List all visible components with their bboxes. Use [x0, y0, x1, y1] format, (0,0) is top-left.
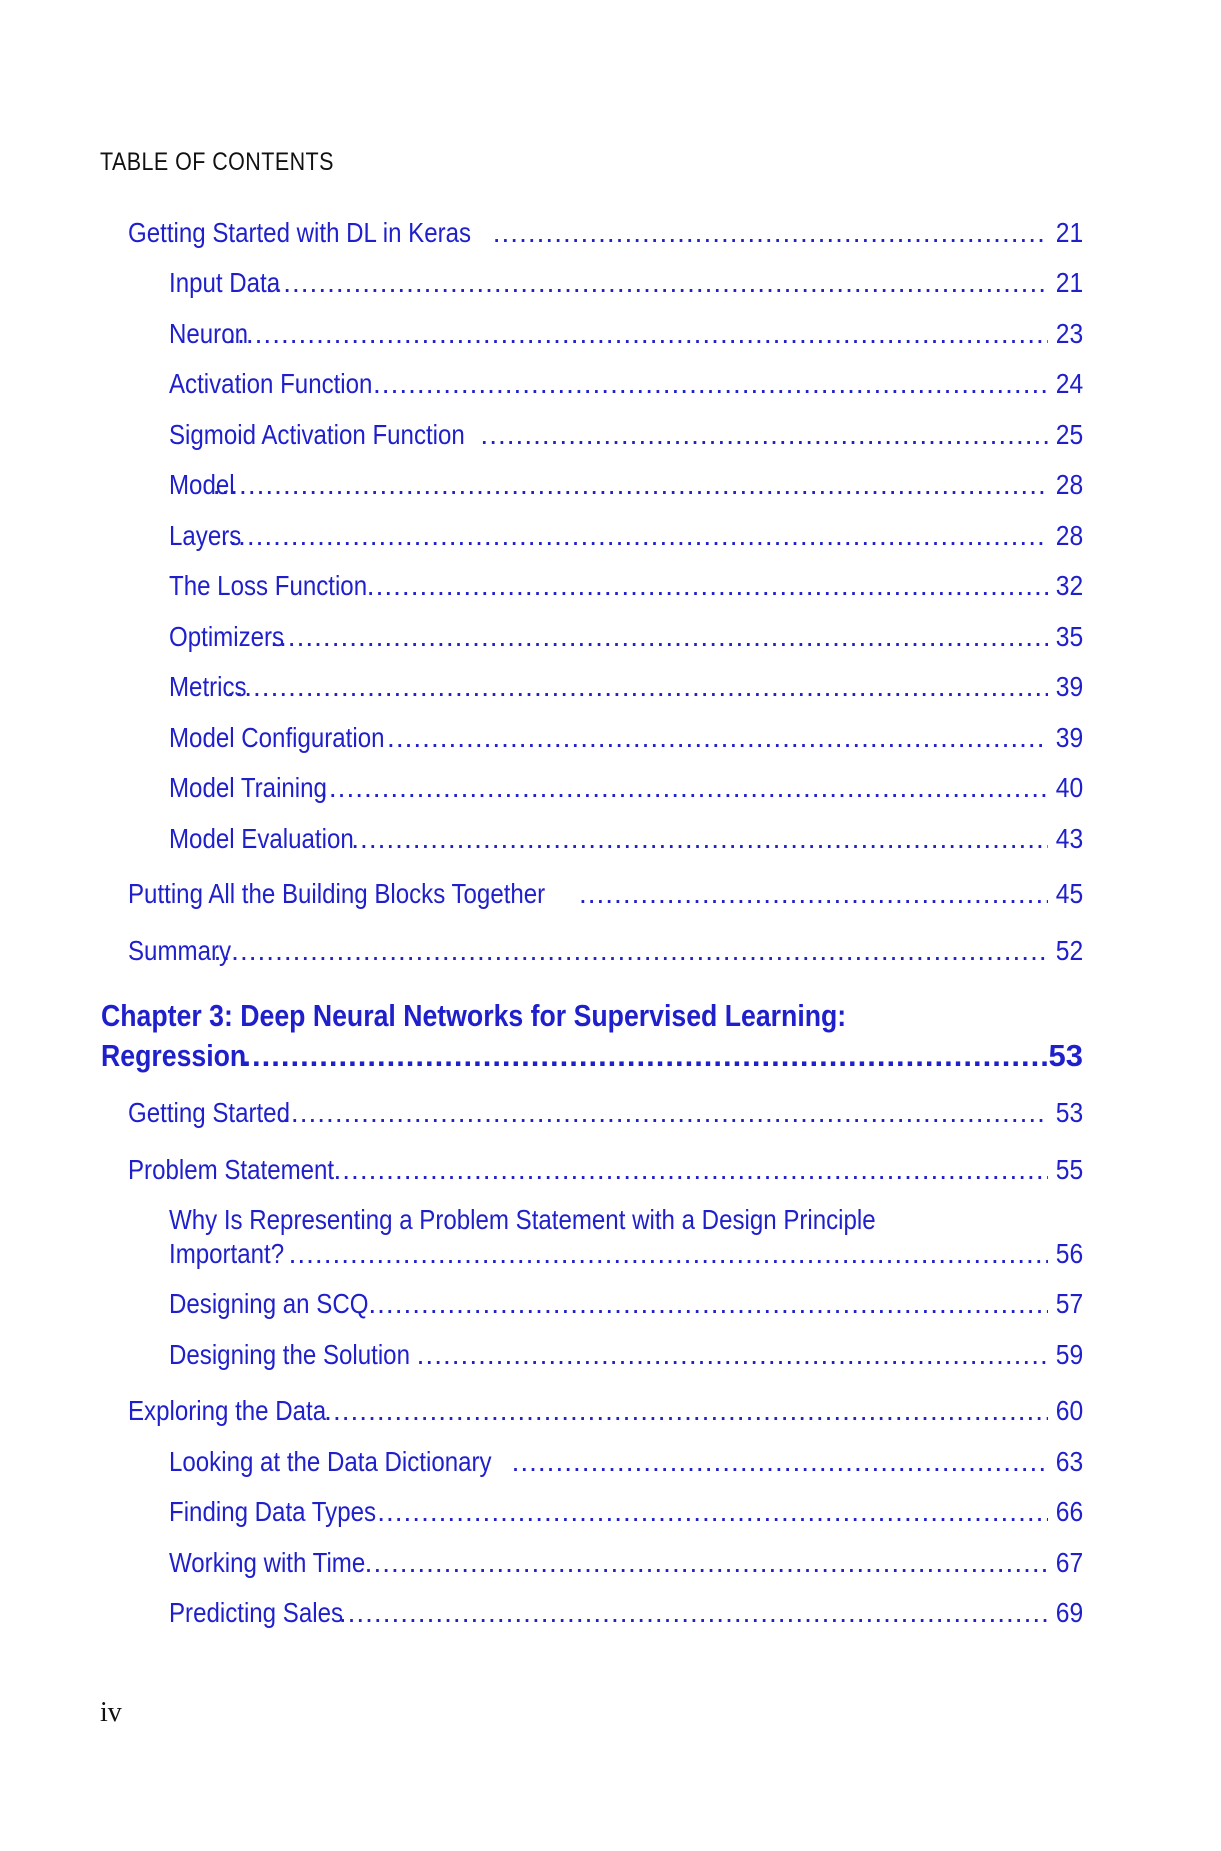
dot-leader [333, 1153, 1047, 1187]
toc-entry-data-types[interactable] [169, 1495, 1083, 1529]
toc-entry-page: 59 [1055, 1339, 1083, 1370]
toc-entry-exploring-data[interactable] [128, 1394, 1083, 1428]
toc-entry-page: 23 [1055, 318, 1083, 349]
dot-leader [282, 1096, 1048, 1130]
toc-entry-loss-function[interactable] [169, 569, 1083, 603]
toc-entry-page: 67 [1055, 1547, 1083, 1578]
chapter-title-line2-row [101, 1036, 1083, 1076]
toc-entry-page: 55 [1055, 1154, 1083, 1185]
dot-leader [373, 367, 1048, 401]
dot-leader [213, 468, 1048, 502]
toc-entry-model-configuration[interactable] [169, 721, 1083, 755]
toc-entry-page: 52 [1055, 935, 1083, 966]
dot-leader [227, 670, 1048, 704]
toc-entry-title: Model Evaluation [169, 823, 354, 854]
toc-entry-title: Problem Statement [128, 1154, 335, 1185]
toc-entry-title: Predicting Sales [169, 1597, 344, 1628]
dot-leader [266, 266, 1048, 300]
dot-leader [289, 1237, 1048, 1271]
dot-leader [367, 569, 1048, 603]
dot-leader [242, 1036, 1046, 1076]
toc-entry-title: Metrics [169, 671, 247, 702]
toc-entry-title-line1: Why Is Representing a Problem Statement with a Design Principle [169, 1204, 876, 1235]
running-head: TABLE OF CONTENTS [100, 148, 334, 176]
toc-entry-page: 39 [1055, 722, 1083, 753]
toc-entry-page: 56 [1055, 1238, 1083, 1269]
toc-entry-page: 69 [1055, 1597, 1083, 1628]
toc-entry-working-with-time[interactable] [169, 1546, 1083, 1580]
dot-leader [351, 822, 1048, 856]
dot-leader [387, 721, 1048, 755]
toc-entry-designing-solution[interactable] [169, 1338, 1083, 1372]
toc-entry-title: Optimizers [169, 621, 285, 652]
dot-leader [365, 1546, 1048, 1580]
chapter-page: 53 [1048, 1038, 1083, 1073]
toc-entry-page: 63 [1055, 1446, 1083, 1477]
toc-entry-title: Designing the Solution [169, 1339, 410, 1370]
toc-entry-model-training[interactable] [169, 771, 1083, 805]
toc-entry-designing-scq[interactable] [169, 1287, 1083, 1321]
toc-entry-page: 32 [1055, 570, 1083, 601]
dot-leader [270, 620, 1048, 654]
toc-entry-page: 43 [1055, 823, 1083, 854]
dot-leader [221, 519, 1048, 553]
toc-entry-problem-statement[interactable] [128, 1153, 1083, 1187]
toc-entry-page: 60 [1055, 1395, 1083, 1426]
toc-entry-page: 25 [1055, 419, 1083, 450]
toc-entry-title: Neuron [169, 318, 248, 349]
toc-entry-model[interactable] [169, 468, 1083, 502]
toc-entry-page: 24 [1055, 368, 1083, 399]
toc-entry-title: The Loss Function [169, 570, 368, 601]
toc-entry-title: Getting Started [128, 1097, 290, 1128]
toc-entry-optimizers[interactable] [169, 620, 1083, 654]
dot-leader [493, 216, 1048, 250]
dot-leader [228, 317, 1048, 351]
toc-entry-title-line2: Important? [169, 1238, 285, 1269]
toc-entry-page: 39 [1055, 671, 1083, 702]
toc-entry-title: Summary [128, 935, 232, 966]
dot-leader [579, 877, 1048, 911]
dot-leader [339, 1596, 1048, 1630]
toc-entry-predicting-sales[interactable] [169, 1596, 1083, 1630]
toc-entry-getting-started-keras[interactable] [128, 216, 1083, 250]
chapter-title-line1: Chapter 3: Deep Neural Networks for Supervised Learning: [101, 998, 847, 1033]
toc-entry-title: Model [169, 469, 235, 500]
dot-leader [377, 1495, 1048, 1529]
dot-leader [368, 1287, 1047, 1321]
toc-entry-data-dictionary[interactable] [169, 1445, 1083, 1479]
dot-leader [324, 1394, 1048, 1428]
dot-leader [512, 1445, 1048, 1479]
toc-entry-summary[interactable] [128, 934, 1083, 968]
toc-entry-title-line2-row [169, 1237, 1083, 1271]
toc-entry-page: 45 [1055, 878, 1083, 909]
dot-leader [480, 418, 1047, 452]
toc-entry-model-evaluation[interactable] [169, 822, 1083, 856]
toc-entry-title: Model Configuration [169, 722, 385, 753]
toc-chapter-3[interactable] [101, 996, 1083, 1076]
toc-entry-page: 40 [1055, 772, 1083, 803]
toc-entry-title: Activation Function [169, 368, 373, 399]
toc-entry-page: 28 [1055, 469, 1083, 500]
toc-entry-title: Designing an SCQ [169, 1288, 369, 1319]
toc-entry-page: 53 [1055, 1097, 1083, 1128]
toc-entry-title: Exploring the Data [128, 1395, 327, 1426]
toc-entry-neuron[interactable] [169, 317, 1083, 351]
toc-entry-layers[interactable] [169, 519, 1083, 553]
toc-entry-activation-function[interactable] [169, 367, 1083, 401]
toc-entry-title: Putting All the Building Blocks Together [128, 878, 546, 909]
toc-entry-getting-started[interactable] [128, 1096, 1083, 1130]
toc-entry-page: 21 [1055, 267, 1083, 298]
toc-entry-title: Finding Data Types [169, 1496, 377, 1527]
toc-entry-title: Working with Time [169, 1547, 366, 1578]
toc-entry-page: 35 [1055, 621, 1083, 652]
toc-entry-page: 28 [1055, 520, 1083, 551]
toc-entry-input-data[interactable] [169, 266, 1083, 300]
toc-entry-title: Layers [169, 520, 242, 551]
dot-leader [417, 1338, 1048, 1372]
dot-leader [320, 771, 1048, 805]
toc-entry-page: 57 [1055, 1288, 1083, 1319]
toc-entry-title: Input Data [169, 267, 281, 298]
chapter-title-line2: Regression [101, 1038, 247, 1073]
toc-entry-title: Looking at the Data Dictionary [169, 1446, 492, 1477]
toc-entry-building-blocks[interactable] [128, 877, 1083, 911]
toc-entry-page: 66 [1055, 1496, 1083, 1527]
toc-entry-sigmoid[interactable] [169, 418, 1083, 452]
toc-entry-title: Getting Started with DL in Keras [128, 217, 472, 248]
dot-leader [214, 934, 1048, 968]
page-folio: iv [100, 1697, 122, 1728]
toc-entry-title: Model Training [169, 772, 327, 803]
toc-entry-metrics[interactable] [169, 670, 1083, 704]
toc-entry-page: 21 [1055, 217, 1083, 248]
toc-entry-title: Sigmoid Activation Function [169, 419, 465, 450]
toc-entry-why-representing[interactable] [169, 1203, 1083, 1271]
